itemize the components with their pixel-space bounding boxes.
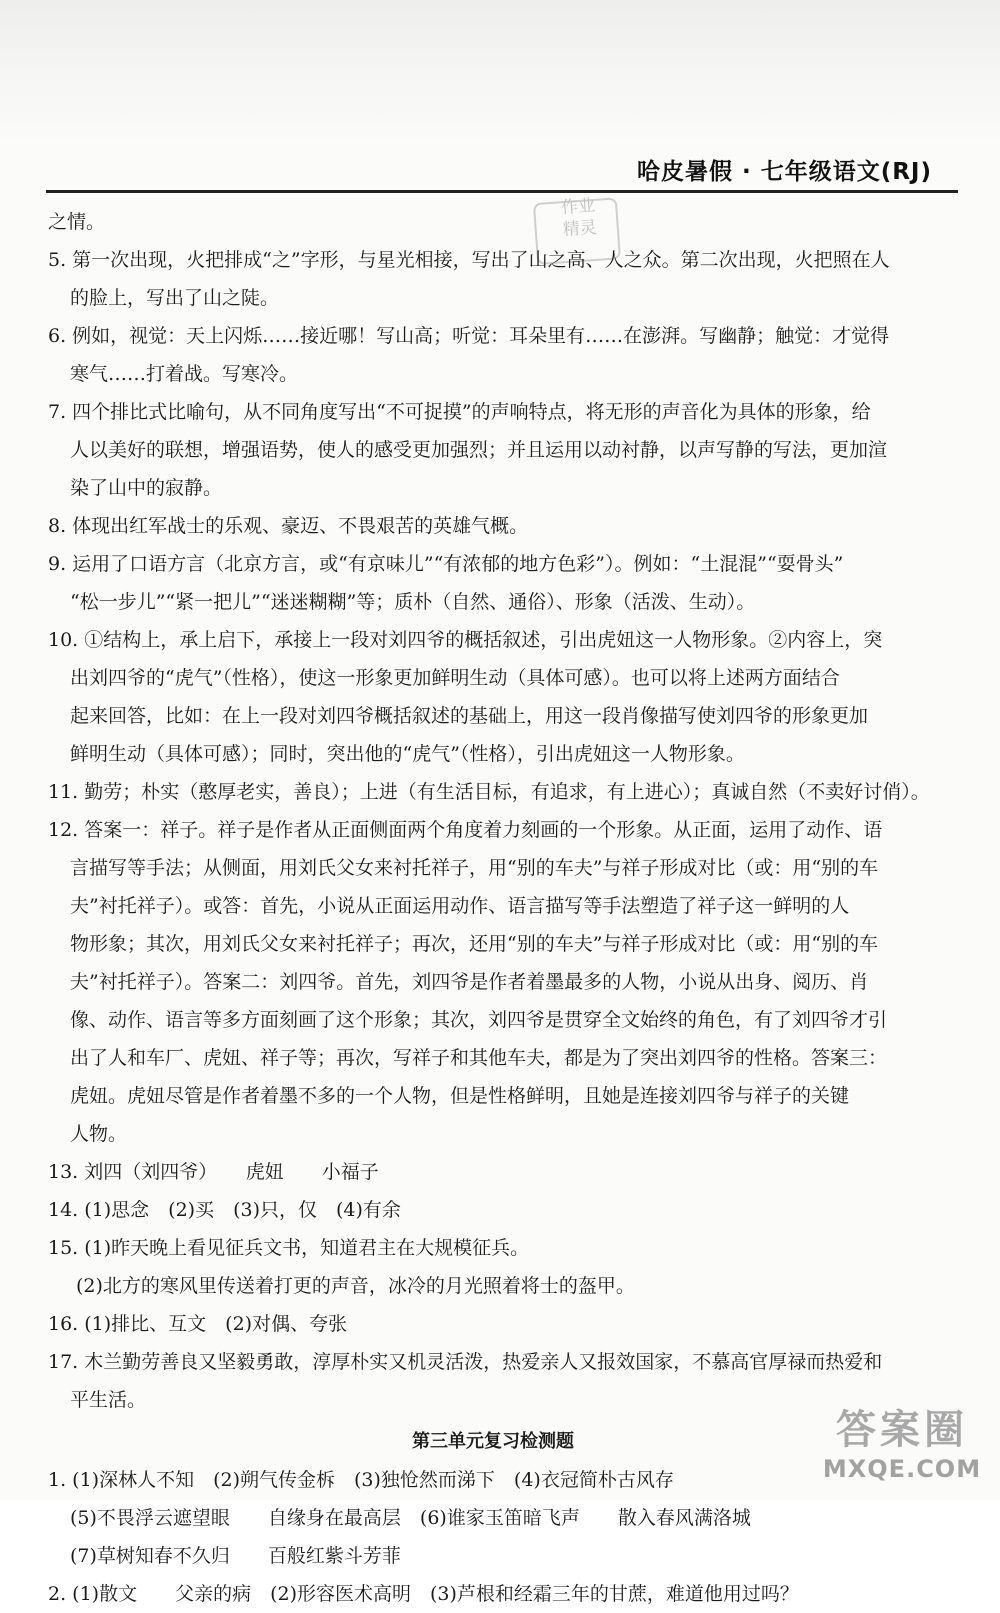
answer-line: 起来回答，比如：在上一段对刘四爷概括叙述的基础上，用这一段肖像描写使刘四爷的形象更加 [70,705,869,727]
answer-line: 平生活。 [70,1389,147,1411]
answer-line: 寒气……打着战。写寒冷。 [70,363,299,385]
answer-line: 夫”衬托祥子）。或答：首先，小说从正面运用动作、语言描写等手法塑造了祥子这一鲜明的人 [70,895,850,917]
answer-line: 物形象；其次，用刘氏父女来衬托祥子；再次，还用“别的车夫”与祥子形成对比（或：用“别的车 [70,933,879,955]
site-logo-watermark [812,1398,992,1494]
answer-line: 9. 运用了口语方言（北京方言，或“有京味儿”“有浓郁的地方色彩”）。例如：“土混混”“耍骨头” [48,553,844,575]
answer-line: 8. 体现出红军战士的乐观、豪迈、不畏艰苦的英雄气概。 [48,515,529,537]
answer-line: (7)草树知春不久归 百般红紫斗芳菲 [70,1545,401,1567]
answer-line: 之情。 [48,211,106,233]
answer-content [48,203,928,1613]
answer-line: 16. (1)排比、互文 (2)对偶、夸张 [48,1313,348,1335]
answer-line: 像、动作、语言等多方面刻画了这个形象；其次，刘四爷是贯穿全文始终的角色，有了刘四爷才引 [70,1009,888,1031]
logo-text: 答案圈 [836,1407,968,1453]
page-top-shade [0,0,1000,145]
answer-line: 鲜明生动（具体可感）；同时，突出他的“虎气”（性格），引出虎妞这一人物形象。 [70,743,745,765]
answer-line: 2. (1)散文 父亲的病 (2)形容医术高明 (3)芦根和经霜三年的甘蔗，难道他用过吗？ [48,1583,799,1605]
answer-line: 出刘四爷的“虎气”（性格），使这一形象更加鲜明生动（具体可感）。也可以将上述两方面结合 [70,667,840,689]
answer-line: 17. 木兰勤劳善良又坚毅勇敢，淳厚朴实又机灵活泼，热爱亲人又报效国家，不慕高官厚禄而热爱和 [48,1351,883,1373]
answer-line: 10. ①结构上，承上启下，承接上一段对刘四爷的概括叙述，引出虎妞这一人物形象。②内容上，突 [48,629,883,651]
answer-line: 1. (1)深林人不知 (2)朔气传金柝 (3)独怆然而涕下 (4)衣冠简朴古风存 [48,1469,674,1491]
answer-line: 人以美好的联想，增强语势，使人的感受更加强烈；并且运用以动衬静，以声写静的写法，更加渲 [70,439,888,461]
answer-line: 7. 四个排比式比喻句，从不同角度写出“不可捉摸”的声响特点，将无形的声音化为具体的形象，给 [48,401,871,423]
answer-line: 夫”衬托祥子）。答案二：刘四爷。首先，刘四爷是作者着墨最多的人物，小说从出身、阅历、肖 [70,971,869,993]
section-title: 第三单元复习检测题 [412,1431,574,1452]
answer-line: 5. 第一次出现，火把排成“之”字形，与星光相接，写出了山之高、人之众。第二次出现，火把照在人 [48,249,890,271]
answer-line: 染了山中的寂静。 [70,477,223,499]
answer-line: (2)北方的寒风里传送着打更的声音，冰冷的月光照着将士的盔甲。 [76,1275,635,1297]
answer-line: 虎妞。虎妞尽管是作者着墨不多的一个人物，但是性格鲜明，且她是连接刘四爷与祥子的关键 [70,1085,850,1107]
answer-line: 出了人和车厂、虎妞、祥子等；再次，写祥子和其他车夫，都是为了突出刘四爷的性格。答案三： [70,1047,888,1069]
answer-line: 的脸上，写出了山之陡。 [70,287,280,309]
answer-line: 15. (1)昨天晚上看见征兵文书，知道君主在大规模征兵。 [48,1237,530,1259]
answer-line: 14. (1)思念 (2)买 (3)只，仅 (4)有余 [48,1199,401,1221]
answer-line: 言描写等手法；从侧面，用刘氏父女来衬托祥子，用“别的车夫”与祥子形成对比（或：用“别的车 [70,857,879,879]
answer-line: 6. 例如，视觉：天上闪烁……接近哪！写山高；听觉：耳朵里有……在澎湃。写幽静；触觉：才觉得 [48,325,890,347]
running-header: 哈皮暑假 · 七年级语文(RJ) [636,159,932,185]
stamp-line-2: 精灵 [562,217,598,241]
logo-url: MXQE.COM [822,1455,982,1483]
answer-line: (5)不畏浮云遮望眼 自缘身在最高层 (6)谁家玉笛暗飞声 散入春风满洛城 [70,1507,751,1529]
answer-line: 13. 刘四（刘四爷） 虎妞 小福子 [48,1161,379,1183]
answer-line: 人物。 [70,1123,128,1145]
answer-line: 12. 答案一：祥子。祥子是作者从正面侧面两个角度着力刻画的一个形象。从正面，运用了动作、语 [48,819,883,841]
header-rule [46,190,958,193]
answer-line: “松一步儿”“紧一把儿”“迷迷糊糊”等；质朴（自然、通俗）、形象（活泼、生动）。 [70,591,756,613]
stamp-line-1: 作业 [560,195,596,219]
answer-line: 11. 勤劳；朴实（憨厚老实，善良）；上进（有生活目标，有追求，有上进心）；真诚自然（不卖好讨俏）。 [48,781,930,803]
